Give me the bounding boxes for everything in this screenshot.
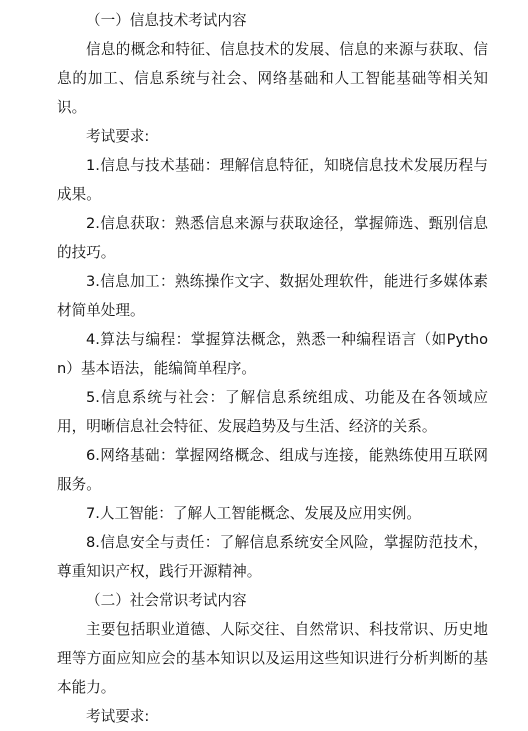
section2-intro: 主要包括职业道德、人际交往、自然常识、科技常识、历史地理等方面应知应会的基本知识以及运用这些知识进行分析判断的基本能力。 bbox=[57, 621, 488, 696]
section2-heading: （二）社会常识考试内容 bbox=[86, 592, 247, 609]
section1-heading: （一）信息技术考试内容 bbox=[86, 12, 247, 29]
section1-item-8: 8.信息安全与责任：了解信息系统安全风险，掌握防范技术，尊重知识产权，践行开源精神。 bbox=[57, 534, 488, 580]
section1-item-3: 3.信息加工：熟练操作文字、数据处理软件，能进行多媒体素材简单处理。 bbox=[57, 273, 488, 319]
section1-intro: 信息的概念和特征、信息技术的发展、信息的来源与获取、信息的加工、信息系统与社会、网络基础和人工智能基础等相关知识。 bbox=[57, 41, 488, 116]
section1-item-1: 1.信息与技术基础：理解信息特征，知晓信息技术发展历程与成果。 bbox=[57, 157, 488, 203]
section2-requirements-label: 考试要求: bbox=[86, 708, 150, 725]
section1-requirements-label: 考试要求: bbox=[86, 128, 150, 145]
section1-item-4: 4.算法与编程：掌握算法概念，熟悉一种编程语言（如Python）基本语法，能编简单程序。 bbox=[57, 331, 488, 377]
section1-item-7: 7.人工智能：了解人工智能概念、发展及应用实例。 bbox=[86, 505, 421, 522]
section1-item-2: 2.信息获取：熟悉信息来源与获取途径，掌握筛选、甄别信息的技巧。 bbox=[57, 215, 488, 261]
section1-item-6: 6.网络基础：掌握网络概念、组成与连接，能熟练使用互联网服务。 bbox=[57, 447, 488, 493]
section1-item-5: 5.信息系统与社会：了解信息系统组成、功能及在各领域应用，明晰信息社会特征、发展趋势及与生活、经济的关系。 bbox=[57, 389, 488, 435]
